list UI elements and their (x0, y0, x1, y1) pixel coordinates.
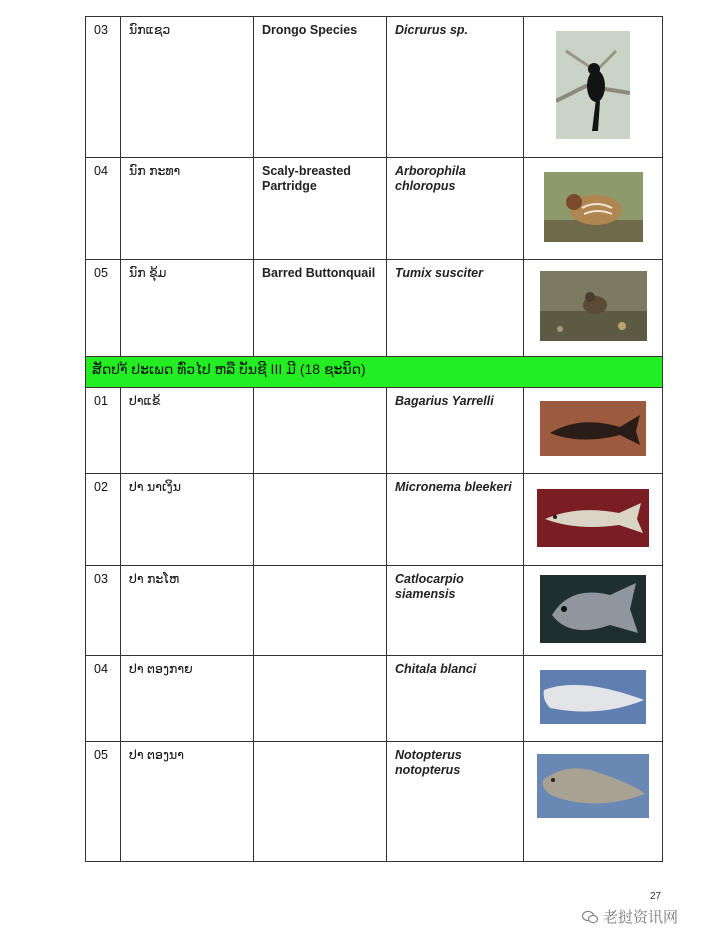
english-name: Barred Buttonquail (254, 260, 387, 357)
lao-name: ປາ ນາເງິນ (121, 474, 254, 566)
scientific-name: Micronema bleekeri (387, 474, 524, 566)
scientific-name: Bagarius Yarrelli (387, 388, 524, 474)
table-row (86, 566, 663, 656)
row-number: 05 (86, 742, 121, 862)
row-number: 01 (86, 388, 121, 474)
scientific-name: Notopterus notopterus (387, 742, 524, 862)
row-number: 03 (86, 566, 121, 656)
english-name: Scaly-breasted Partridge (254, 158, 387, 260)
catfish-photo-icon (540, 401, 646, 456)
english-name (254, 474, 387, 566)
row-number: 05 (86, 260, 121, 357)
english-name: Drongo Species (254, 17, 387, 158)
scientific-name: Chitala blanci (387, 656, 524, 742)
scientific-name: Dicrurus sp. (387, 17, 524, 158)
lao-name: ນົກ ກະທາ (121, 158, 254, 260)
wechat-icon (582, 910, 598, 924)
knifefish-photo-icon (537, 754, 649, 818)
table-row (86, 17, 663, 158)
watermark-text: 老挝资讯网 (603, 909, 679, 926)
silver-fish-photo-icon (537, 489, 649, 547)
table-row (86, 474, 663, 566)
table-row (86, 742, 663, 862)
lao-name: ນົກ ຂຸ້ມ (121, 260, 254, 357)
featherback-photo-icon (540, 670, 646, 724)
table-row (86, 388, 663, 474)
row-number: 02 (86, 474, 121, 566)
english-name (254, 566, 387, 656)
carp-photo-icon (540, 575, 646, 643)
drongo-photo-icon (556, 31, 630, 139)
section-title: ສັດປາ້ ປະເພດ ທົ່ວໄປ ຫລື ບັນຊີ III ມີ (18 ຊະນິດ) (86, 357, 663, 388)
english-name (254, 656, 387, 742)
scientific-name: Arborophila chloropus (387, 158, 524, 260)
lao-name: ປາ ຕອງນາ (121, 742, 254, 862)
english-name (254, 388, 387, 474)
row-number: 04 (86, 158, 121, 260)
row-number: 04 (86, 656, 121, 742)
buttonquail-photo-icon (540, 271, 647, 341)
species-table (85, 16, 663, 862)
scientific-name: Tumix susciter (387, 260, 524, 357)
table-row (86, 260, 663, 357)
scientific-name: Catlocarpio siamensis (387, 566, 524, 656)
lao-name: ປາ ກະໂຫ (121, 566, 254, 656)
lao-name: ປາ ຕອງກາຍ (121, 656, 254, 742)
lao-name: ປາແຂ້ (121, 388, 254, 474)
partridge-photo-icon (544, 172, 643, 242)
english-name (254, 742, 387, 862)
page-number: 27 (650, 891, 662, 902)
row-number: 03 (86, 17, 121, 158)
section-heading-row (86, 357, 663, 388)
watermark (582, 906, 678, 927)
lao-name: ນົກແຊວ (121, 17, 254, 158)
table-row (86, 656, 663, 742)
table-row (86, 158, 663, 260)
